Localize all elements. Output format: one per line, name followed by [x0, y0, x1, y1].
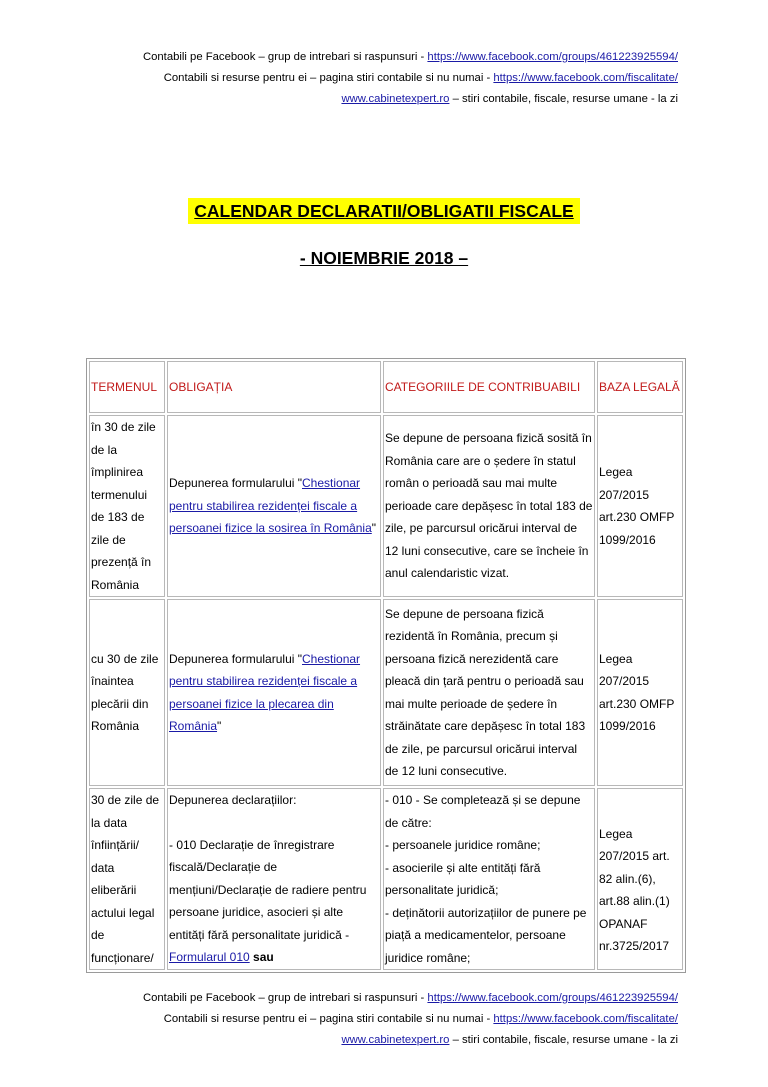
- table-row: [89, 599, 683, 786]
- cell-obligation: Depunerea declarațiilor: - 010 Declarație de înregistrare fiscală/Declarație de mențiuni/Declarație de radiere pentru persoane juridice, asocieri și alte entități fără personalitate juridică - Formularul 010 sau: [167, 788, 381, 970]
- table-row: [89, 788, 683, 970]
- page-footer: [78, 988, 678, 1051]
- cell-obligation: Depunerea formularului "Chestionar pentru stabilirea rezidenței fiscale a persoanei fizice la sosirea în România": [167, 415, 381, 597]
- header-categories: CATEGORIILE DE CONTRIBUABILI: [383, 361, 595, 413]
- header-legal-basis: BAZA LEGALĂ: [597, 361, 683, 413]
- form-010-link[interactable]: Formularul 010: [169, 950, 250, 965]
- cell-term: în 30 de zile de la împlinirea termenului de 183 de zile de prezență în România: [89, 415, 165, 597]
- header-term: TERMENUL: [89, 361, 165, 413]
- fiscal-calendar-table: [86, 358, 686, 973]
- website-link[interactable]: www.cabinetexpert.ro: [341, 93, 450, 105]
- facebook-group-link[interactable]: https://www.facebook.com/groups/461223925594/: [427, 51, 678, 63]
- cell-term: cu 30 de zile înaintea plecării din România: [89, 599, 165, 786]
- page-header: [78, 47, 678, 110]
- title-line-2: - NOIEMBRIE 2018 –: [299, 248, 469, 268]
- cell-legal-basis: Legea 207/2015 art.230 OMFP 1099/2016: [597, 415, 683, 597]
- website-link[interactable]: www.cabinetexpert.ro: [341, 1034, 450, 1046]
- header-line-2: Contabili si resurse pentru ei – pagina stiri contabile si nu numai - https://www.facebook.com/fiscalitate/: [163, 72, 678, 84]
- cell-term: 30 de zile de la data înființării/ data eliberării actului legal de funcționare/: [89, 788, 165, 970]
- questionnaire-departure-link[interactable]: Chestionar pentru stabilirea rezidenței fiscale a persoanei fizice la plecarea din România: [169, 651, 361, 733]
- footer-line-2: Contabili si resurse pentru ei – pagina stiri contabile si nu numai - https://www.facebook.com/fiscalitate/: [163, 1013, 678, 1025]
- header-line-1: Contabili pe Facebook – grup de intrebari si raspunsuri - https://www.facebook.com/groups/461223925594/: [142, 51, 678, 63]
- table-header-row: [89, 361, 683, 413]
- cell-obligation: Depunerea formularului "Chestionar pentru stabilirea rezidenței fiscale a persoanei fizice la plecarea din România": [167, 599, 381, 786]
- cell-legal-basis: Legea 207/2015 art.230 OMFP 1099/2016: [597, 599, 683, 786]
- facebook-group-link[interactable]: https://www.facebook.com/groups/461223925594/: [427, 992, 678, 1004]
- footer-line-3: www.cabinetexpert.ro – stiri contabile, fiscale, resurse umane - la zi: [341, 1034, 678, 1046]
- facebook-page-link[interactable]: https://www.facebook.com/fiscalitate/: [493, 1013, 678, 1025]
- title-line-1: CALENDAR DECLARATII/OBLIGATII FISCALE: [0, 201, 768, 222]
- cell-categories: Se depune de persoana fizică rezidentă în România, precum și persoana fizică nerezidentă care pleacă din țară pentru o perioadă sau mai multe perioade de ședere în străinătate care depășesc în total 183 de zile, pe parcursul oricărui interval de 12 luni consecutive.: [383, 599, 595, 786]
- facebook-page-link[interactable]: https://www.facebook.com/fiscalitate/: [493, 72, 678, 84]
- cell-legal-basis: Legea 207/2015 art. 82 alin.(6), art.88 alin.(1) OPANAF nr.3725/2017: [597, 788, 683, 970]
- cell-categories: - 010 - Se completează și se depune de către: - persoanele juridice române; - asocierile și alte entități fără personalitate juridică; - deținătorii autorizațiilor de punere pe piață a medicamentelor, persoane juridice române;: [383, 788, 595, 970]
- header-obligation: OBLIGAȚIA: [167, 361, 381, 413]
- cell-categories: Se depune de persoana fizică sosită în România care are o ședere în statul român o perioadă sau mai multe perioade care depășesc în total 183 de zile, pe parcursul oricărui interval de 12 luni consecutive, care se încheie în anul calendaristic vizat.: [383, 415, 595, 597]
- table-row: [89, 415, 683, 597]
- questionnaire-arrival-link[interactable]: Chestionar pentru stabilirea rezidenței fiscale a persoanei fizice la sosirea în România: [169, 476, 372, 536]
- header-line-3: www.cabinetexpert.ro – stiri contabile, fiscale, resurse umane - la zi: [341, 93, 678, 105]
- footer-line-1: Contabili pe Facebook – grup de intrebari si raspunsuri - https://www.facebook.com/groups/461223925594/: [142, 992, 678, 1004]
